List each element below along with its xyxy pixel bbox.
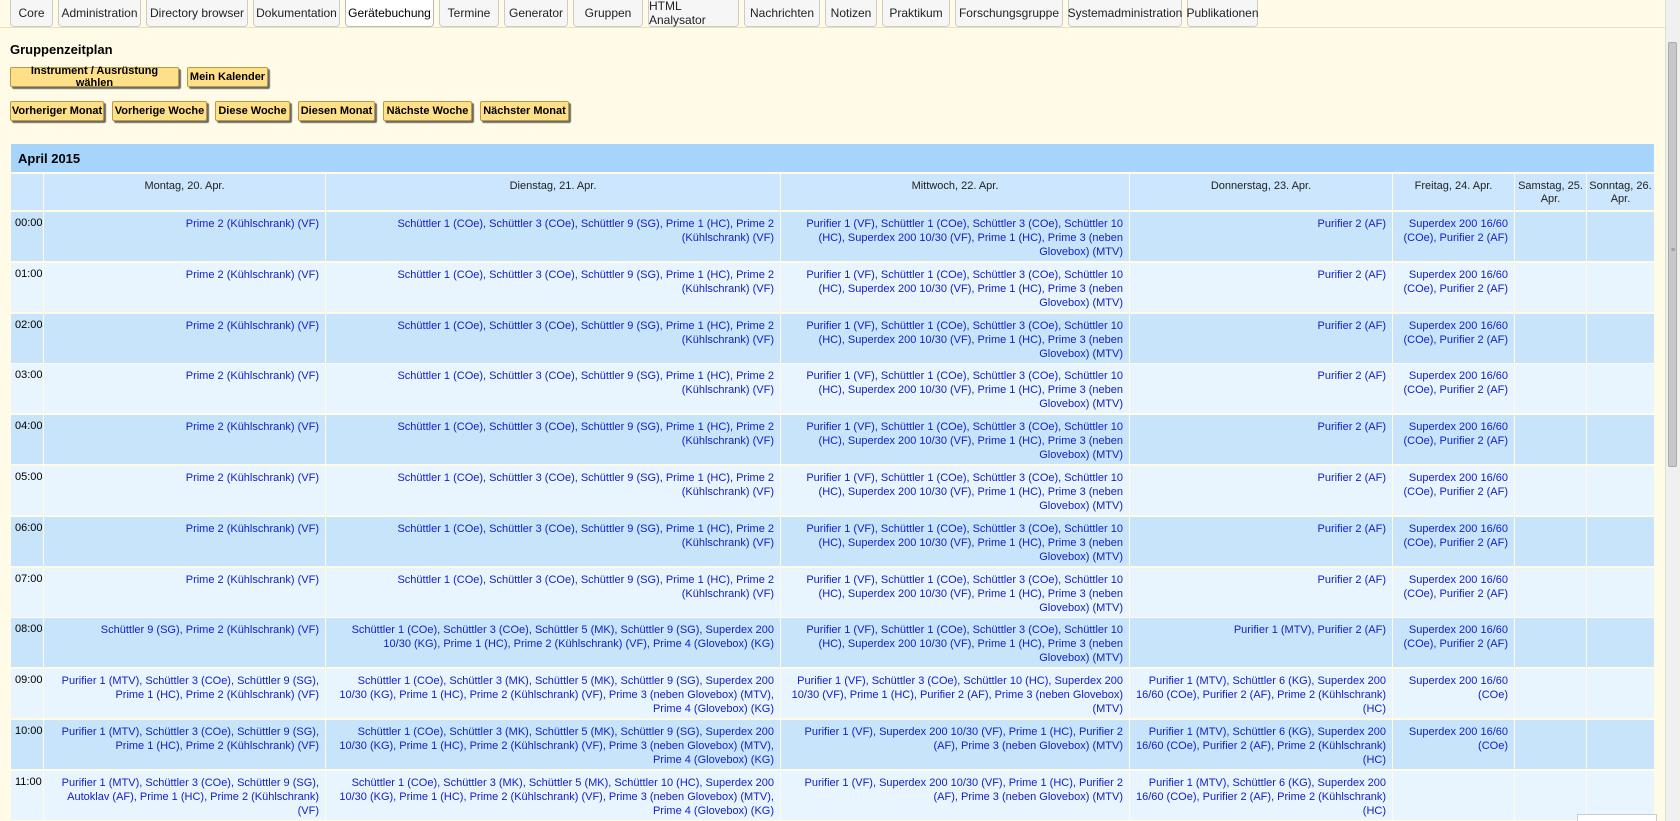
- booking-entry[interactable]: Schüttler 1 (COe), Schüttler 3 (COe), Schüttler 9 (SG), Prime 1 (HC), Prime 2 (Kühlschrank) (VF): [326, 263, 780, 312]
- booking-entry[interactable]: Superdex 200 16/60 (COe): [1393, 669, 1514, 718]
- booking-entry[interactable]: Superdex 200 16/60 (COe), Purifier 2 (AF): [1393, 364, 1514, 413]
- empty-slot[interactable]: [1587, 517, 1654, 566]
- empty-slot[interactable]: [1587, 568, 1654, 617]
- tab-publikationen[interactable]: Publikationen: [1187, 0, 1258, 27]
- booking-entry[interactable]: Purifier 1 (VF), Schüttler 1 (COe), Schüttler 3 (COe), Schüttler 10 (HC), Superdex 200 10/30 (VF), Prime 1 (HC), Prime 3 (neben Glovebox) (MTV): [781, 415, 1129, 464]
- tab-notizen[interactable]: Notizen: [825, 0, 877, 27]
- booking-entry[interactable]: Schüttler 1 (COe), Schüttler 3 (COe), Schüttler 9 (SG), Prime 1 (HC), Prime 2 (Kühlschrank) (VF): [326, 415, 780, 464]
- tab-generator[interactable]: Generator: [504, 0, 568, 27]
- empty-slot[interactable]: [1587, 364, 1654, 413]
- empty-slot[interactable]: [1587, 618, 1654, 667]
- page-title: Gruppenzeitplan: [10, 42, 113, 57]
- tab-praktikum[interactable]: Praktikum: [882, 0, 950, 27]
- tab-nachrichten[interactable]: Nachrichten: [744, 0, 820, 27]
- booking-entry[interactable]: Purifier 1 (VF), Schüttler 1 (COe), Schüttler 3 (COe), Schüttler 10 (HC), Superdex 200 10/30 (VF), Prime 1 (HC), Prime 3 (neben Glovebox) (MTV): [781, 314, 1129, 363]
- booking-entry[interactable]: Purifier 1 (VF), Schüttler 1 (COe), Schüttler 3 (COe), Schüttler 10 (HC), Superdex 200 10/30 (VF), Prime 1 (HC), Prime 3 (neben Glovebox) (MTV): [781, 618, 1129, 667]
- booking-entry[interactable]: Prime 2 (Kühlschrank) (VF): [44, 415, 325, 464]
- tab-divider: [0, 27, 1666, 28]
- scrollbar-thumb[interactable]: [1668, 42, 1677, 467]
- tab-forschungsgruppe[interactable]: Forschungsgruppe: [955, 0, 1063, 27]
- booking-entry[interactable]: Schüttler 1 (COe), Schüttler 3 (COe), Schüttler 9 (SG), Prime 1 (HC), Prime 2 (Kühlschrank) (VF): [326, 568, 780, 617]
- booking-entry[interactable]: Superdex 200 16/60 (COe), Purifier 2 (AF): [1393, 314, 1514, 363]
- booking-entry[interactable]: Prime 2 (Kühlschrank) (VF): [44, 212, 325, 261]
- booking-entry[interactable]: Purifier 1 (VF), Superdex 200 10/30 (VF), Prime 1 (HC), Purifier 2 (AF), Prime 3 (neben Glovebox) (MTV): [781, 771, 1129, 820]
- tab-gruppen[interactable]: Gruppen: [573, 0, 643, 27]
- group-schedule-calendar: [11, 144, 1654, 821]
- day-header: Donnerstag, 23. Apr.: [1130, 174, 1392, 210]
- day-header: Mittwoch, 22. Apr.: [781, 174, 1129, 210]
- booking-entry[interactable]: Purifier 2 (AF): [1130, 517, 1392, 566]
- empty-slot[interactable]: [1515, 771, 1586, 820]
- booking-entry[interactable]: Purifier 2 (AF): [1130, 212, 1392, 261]
- month-header: April 2015: [11, 144, 1654, 172]
- booking-entry[interactable]: Purifier 2 (AF): [1130, 364, 1392, 413]
- popup-edge: [1577, 814, 1657, 821]
- tab-ger-tebuchung[interactable]: Gerätebuchung: [345, 0, 434, 27]
- time-slot-label: 03:00: [11, 364, 43, 413]
- booking-entry[interactable]: Purifier 2 (AF): [1130, 568, 1392, 617]
- time-slot-label: 11:00: [11, 771, 43, 820]
- booking-entry[interactable]: Schüttler 1 (COe), Schüttler 3 (MK), Schüttler 5 (MK), Schüttler 10 (HC), Superdex 200 10/30 (KG), Prime 1 (HC), Prime 2 (Kühlschrank) (VF), Prime 3 (neben Glovebox) (MTV), Prime 4 (Glovebox) (KG): [326, 771, 780, 820]
- booking-entry[interactable]: Purifier 1 (VF), Superdex 200 10/30 (VF), Prime 1 (HC), Purifier 2 (AF), Prime 3 (neben Glovebox) (MTV): [781, 720, 1129, 769]
- booking-entry[interactable]: Schüttler 1 (COe), Schüttler 3 (MK), Schüttler 5 (MK), Schüttler 9 (SG), Superdex 200 10/30 (KG), Prime 1 (HC), Prime 2 (Kühlschrank) (VF), Prime 3 (neben Glovebox) (MTV), Prime 4 (Glovebox) (KG): [326, 720, 780, 769]
- booking-entry[interactable]: Purifier 2 (AF): [1130, 466, 1392, 515]
- time-column-header: [11, 174, 43, 210]
- tab-dokumentation[interactable]: Dokumentation: [253, 0, 340, 27]
- empty-slot[interactable]: [1587, 415, 1654, 464]
- next-week-button[interactable]: Nächste Woche: [383, 101, 472, 121]
- booking-entry[interactable]: Schüttler 1 (COe), Schüttler 3 (COe), Schüttler 9 (SG), Prime 1 (HC), Prime 2 (Kühlschrank) (VF): [326, 364, 780, 413]
- time-slot-label: 01:00: [11, 263, 43, 312]
- empty-slot[interactable]: [1515, 618, 1586, 667]
- booking-entry[interactable]: Purifier 2 (AF): [1130, 263, 1392, 312]
- booking-entry[interactable]: Schüttler 1 (COe), Schüttler 3 (COe), Schüttler 5 (MK), Schüttler 9 (SG), Superdex 200 10/30 (KG), Prime 1 (HC), Prime 2 (Kühlschrank) (VF), Prime 4 (Glovebox) (KG): [326, 618, 780, 667]
- tab-html-analysator[interactable]: HTML Analysator: [648, 0, 739, 27]
- tab-administration[interactable]: Administration: [58, 0, 141, 27]
- booking-entry[interactable]: Purifier 1 (MTV), Schüttler 3 (COe), Schüttler 9 (SG), Autoklav (AF), Prime 1 (HC), Prime 2 (Kühlschrank) (VF): [44, 771, 325, 820]
- tab-directory-browser[interactable]: Directory browser: [146, 0, 248, 27]
- booking-entry[interactable]: Purifier 1 (VF), Schüttler 1 (COe), Schüttler 3 (COe), Schüttler 10 (HC), Superdex 200 10/30 (VF), Prime 1 (HC), Prime 3 (neben Glovebox) (MTV): [781, 364, 1129, 413]
- booking-entry[interactable]: Schüttler 1 (COe), Schüttler 3 (MK), Schüttler 5 (MK), Schüttler 9 (SG), Superdex 200 10/30 (KG), Prime 1 (HC), Prime 2 (Kühlschrank) (VF), Prime 3 (neben Glovebox) (MTV), Prime 4 (Glovebox) (KG): [326, 669, 780, 718]
- tab-core[interactable]: Core: [10, 0, 53, 27]
- booking-entry[interactable]: Purifier 1 (MTV), Schüttler 6 (KG), Superdex 200 16/60 (COe), Purifier 2 (AF), Prime 2 (Kühlschrank) (HC): [1130, 669, 1392, 718]
- empty-slot[interactable]: [1587, 314, 1654, 363]
- day-header: Montag, 20. Apr.: [44, 174, 325, 210]
- booking-entry[interactable]: Purifier 2 (AF): [1130, 415, 1392, 464]
- time-slot-label: 00:00: [11, 212, 43, 261]
- empty-slot[interactable]: [1515, 314, 1586, 363]
- booking-entry[interactable]: Schüttler 1 (COe), Schüttler 3 (COe), Schüttler 9 (SG), Prime 1 (HC), Prime 2 (Kühlschrank) (VF): [326, 212, 780, 261]
- this-week-button[interactable]: Diese Woche: [215, 101, 290, 121]
- empty-slot[interactable]: [1515, 263, 1586, 312]
- time-slot-label: 04:00: [11, 415, 43, 464]
- time-slot-label: 05:00: [11, 466, 43, 515]
- booking-entry[interactable]: Superdex 200 16/60 (COe), Purifier 2 (AF): [1393, 263, 1514, 312]
- booking-entry[interactable]: Superdex 200 16/60 (COe), Purifier 2 (AF): [1393, 212, 1514, 261]
- next-month-button[interactable]: Nächster Monat: [480, 101, 569, 121]
- time-slot-label: 07:00: [11, 568, 43, 617]
- booking-entry[interactable]: Superdex 200 16/60 (COe): [1393, 720, 1514, 769]
- booking-entry[interactable]: Superdex 200 16/60 (COe), Purifier 2 (AF): [1393, 415, 1514, 464]
- scrollbar-grip-icon: ≡: [1671, 247, 1676, 254]
- booking-entry[interactable]: Purifier 1 (MTV), Schüttler 3 (COe), Schüttler 9 (SG), Prime 1 (HC), Prime 2 (Kühlschrank) (VF): [44, 720, 325, 769]
- day-header: Samstag, 25. Apr.: [1515, 174, 1586, 210]
- time-slot-label: 06:00: [11, 517, 43, 566]
- empty-slot[interactable]: [1587, 466, 1654, 515]
- booking-entry[interactable]: Purifier 2 (AF): [1130, 314, 1392, 363]
- booking-entry[interactable]: Purifier 1 (MTV), Purifier 2 (AF): [1130, 618, 1392, 667]
- empty-slot[interactable]: [1587, 720, 1654, 769]
- booking-entry[interactable]: Purifier 1 (VF), Schüttler 1 (COe), Schüttler 3 (COe), Schüttler 10 (HC), Superdex 200 10/30 (VF), Prime 1 (HC), Prime 3 (neben Glovebox) (MTV): [781, 517, 1129, 566]
- time-slot-label: 08:00: [11, 618, 43, 667]
- this-month-button[interactable]: Diesen Monat: [298, 101, 375, 121]
- booking-entry[interactable]: Superdex 200 16/60 (COe), Purifier 2 (AF): [1393, 568, 1514, 617]
- booking-entry[interactable]: Purifier 1 (VF), Schüttler 1 (COe), Schüttler 3 (COe), Schüttler 10 (HC), Superdex 200 10/30 (VF), Prime 1 (HC), Prime 3 (neben Glovebox) (MTV): [781, 212, 1129, 261]
- booking-entry[interactable]: Schüttler 1 (COe), Schüttler 3 (COe), Schüttler 9 (SG), Prime 1 (HC), Prime 2 (Kühlschrank) (VF): [326, 517, 780, 566]
- booking-entry[interactable]: Purifier 1 (MTV), Schüttler 6 (KG), Superdex 200 16/60 (COe), Purifier 2 (AF), Prime 2 (Kühlschrank) (HC): [1130, 720, 1392, 769]
- booking-entry[interactable]: Schüttler 9 (SG), Prime 2 (Kühlschrank) (VF): [44, 618, 325, 667]
- booking-entry[interactable]: Schüttler 1 (COe), Schüttler 3 (COe), Schüttler 9 (SG), Prime 1 (HC), Prime 2 (Kühlschrank) (VF): [326, 314, 780, 363]
- booking-entry[interactable]: Prime 2 (Kühlschrank) (VF): [44, 364, 325, 413]
- empty-slot[interactable]: [1515, 568, 1586, 617]
- empty-slot[interactable]: [1515, 415, 1586, 464]
- day-header: Sonntag, 26. Apr.: [1587, 174, 1654, 210]
- empty-slot[interactable]: [1515, 517, 1586, 566]
- time-slot-label: 10:00: [11, 720, 43, 769]
- page-scrollbar[interactable]: [1665, 0, 1680, 821]
- previous-month-button[interactable]: Vorheriger Monat: [10, 101, 104, 121]
- day-header: Dienstag, 21. Apr.: [326, 174, 780, 210]
- time-slot-label: 02:00: [11, 314, 43, 363]
- booking-entry[interactable]: Purifier 1 (VF), Schüttler 3 (COe), Schüttler 10 (HC), Superdex 200 10/30 (VF), Prime 1 (HC), Purifier 2 (AF), Prime 3 (neben Glovebox) (MTV): [781, 669, 1129, 718]
- booking-entry[interactable]: Purifier 1 (MTV), Schüttler 6 (KG), Superdex 200 16/60 (COe), Purifier 2 (AF), Prime 2 (Kühlschrank) (HC): [1130, 771, 1392, 820]
- time-slot-label: 09:00: [11, 669, 43, 718]
- booking-entry[interactable]: Prime 2 (Kühlschrank) (VF): [44, 466, 325, 515]
- booking-entry[interactable]: Prime 2 (Kühlschrank) (VF): [44, 568, 325, 617]
- booking-entry[interactable]: Schüttler 1 (COe), Schüttler 3 (COe), Schüttler 9 (SG), Prime 1 (HC), Prime 2 (Kühlschrank) (VF): [326, 466, 780, 515]
- booking-entry[interactable]: Purifier 1 (VF), Schüttler 1 (COe), Schüttler 3 (COe), Schüttler 10 (HC), Superdex 200 10/30 (VF), Prime 1 (HC), Prime 3 (neben Glovebox) (MTV): [781, 568, 1129, 617]
- empty-slot[interactable]: [1515, 669, 1586, 718]
- empty-slot[interactable]: [1587, 212, 1654, 261]
- booking-entry[interactable]: Purifier 1 (MTV), Schüttler 3 (COe), Schüttler 9 (SG), Prime 1 (HC), Prime 2 (Kühlschrank) (VF): [44, 669, 325, 718]
- empty-slot[interactable]: [1515, 720, 1586, 769]
- booking-entry[interactable]: Prime 2 (Kühlschrank) (VF): [44, 263, 325, 312]
- day-header: Freitag, 24. Apr.: [1393, 174, 1514, 210]
- booking-entry[interactable]: Purifier 1 (VF), Schüttler 1 (COe), Schüttler 3 (COe), Schüttler 10 (HC), Superdex 200 10/30 (VF), Prime 1 (HC), Prime 3 (neben Glovebox) (MTV): [781, 263, 1129, 312]
- booking-entry[interactable]: Superdex 200 16/60 (COe), Purifier 2 (AF): [1393, 517, 1514, 566]
- booking-entry[interactable]: Prime 2 (Kühlschrank) (VF): [44, 517, 325, 566]
- empty-slot[interactable]: [1515, 466, 1586, 515]
- empty-slot[interactable]: [1587, 669, 1654, 718]
- empty-slot[interactable]: [1515, 212, 1586, 261]
- my-calendar-button[interactable]: Mein Kalender: [187, 67, 268, 87]
- empty-slot[interactable]: [1587, 771, 1654, 820]
- booking-entry[interactable]: Superdex 200 16/60 (COe), Purifier 2 (AF): [1393, 618, 1514, 667]
- empty-slot[interactable]: [1393, 771, 1514, 820]
- booking-entry[interactable]: Prime 2 (Kühlschrank) (VF): [44, 314, 325, 363]
- select-instrument-button[interactable]: Instrument / Ausrüstung wählen: [10, 67, 179, 87]
- previous-week-button[interactable]: Vorherige Woche: [112, 101, 207, 121]
- tab-termine[interactable]: Termine: [439, 0, 499, 27]
- booking-entry[interactable]: Superdex 200 16/60 (COe), Purifier 2 (AF): [1393, 466, 1514, 515]
- booking-entry[interactable]: Purifier 1 (VF), Schüttler 1 (COe), Schüttler 3 (COe), Schüttler 10 (HC), Superdex 200 10/30 (VF), Prime 1 (HC), Prime 3 (neben Glovebox) (MTV): [781, 466, 1129, 515]
- empty-slot[interactable]: [1587, 263, 1654, 312]
- tab-systemadministration[interactable]: Systemadministration: [1068, 0, 1182, 27]
- empty-slot[interactable]: [1515, 364, 1586, 413]
